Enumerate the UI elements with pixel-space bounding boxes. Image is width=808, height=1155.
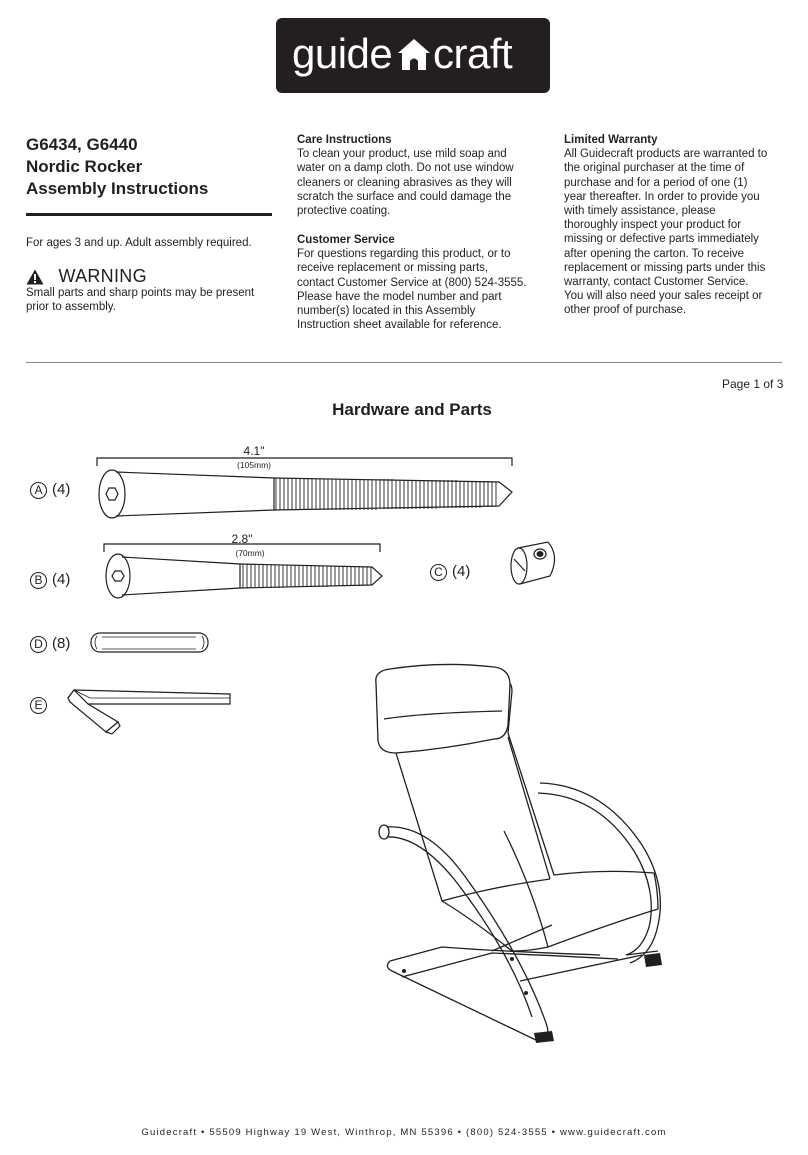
part-b-length: 2.8" [231,532,253,546]
care-title: Care Instructions [297,134,392,146]
warranty-line: All Guidecraft products are warranted to [564,148,768,161]
page-divider [26,362,782,363]
warranty-title: Limited Warranty [564,134,658,146]
guidecraft-logo [276,18,550,93]
warning-line: prior to assembly. [26,301,116,314]
customer-service [297,233,547,332]
hex-key-drawing [60,686,236,740]
warranty-line: missing or defective parts immediately [564,233,759,246]
warning-title: WARNING [58,266,147,286]
service-line: Please have the model number and part [297,290,502,303]
service-line: Instruction sheet available for reference. [297,319,502,332]
part-a-quantity: (4) [52,481,71,498]
part-b-length-mm: (70mm) [235,548,265,558]
care-line: protective coating. [297,205,391,218]
limited-warranty [564,133,794,318]
page-number: Page 1 of 3 [722,377,784,391]
part-d-quantity: (8) [52,635,71,652]
service-body [297,247,547,332]
service-line: For questions regarding this product, or to [297,248,511,261]
service-line: contact Customer Service at (800) 524-3555. [297,276,527,289]
part-e-label: E [30,697,47,714]
warranty-line: replacement or missing parts under this [564,261,766,274]
warning-text [26,286,276,314]
model-numbers: G6434, G6440 [26,135,138,154]
part-a-length-mm: (105mm) [236,460,271,470]
warranty-line: thoroughly inspect your product for [564,219,742,232]
logo-text-left: guide [292,30,393,77]
warranty-line: purchase and for a period of one (1) [564,176,748,189]
bolt-a-drawing [94,452,518,524]
warranty-body [564,147,794,317]
care-line: To clean your product, use mild soap and [297,148,507,161]
warranty-line: warranty, contact Customer Service. [564,276,749,289]
dowel-drawing [88,630,212,656]
part-a-length: 4.1" [243,444,265,458]
bolt-b-drawing [100,540,390,602]
service-line: number(s) located in this Assembly [297,305,476,318]
service-title: Customer Service [297,234,395,246]
warranty-line: You will also need your sales receipt or [564,290,763,303]
part-b-label: B [30,572,47,589]
care-body [297,147,547,218]
care-instructions [297,133,547,218]
part-b-quantity: (4) [52,571,71,588]
document-title: Assembly Instructions [26,179,209,198]
product-name: Nordic Rocker [26,157,143,176]
warranty-line: other proof of purchase. [564,304,687,317]
age-notice: For ages 3 and up. Adult assembly required. [26,237,252,249]
care-line: cleaners or cleaning abrasives as they will [297,176,512,189]
warning-heading [26,266,147,287]
care-line: scratch the surface and could damage the [297,190,512,203]
part-c-label: C [430,564,447,581]
house-icon [396,36,432,72]
warning-line: Small parts and sharp points may be present [26,287,255,299]
part-c-quantity: (4) [452,563,471,580]
logo-text-right: craft [433,30,513,77]
part-a-label: A [30,482,47,499]
nordic-rocker-illustration [362,655,674,1073]
page-footer: Guidecraft • 55509 Highway 19 West, Winthrop, MN 55396 • (800) 524-3555 • www.guidecraft.com [141,1127,667,1138]
title-divider [26,213,272,216]
warranty-line: the original purchaser at the time of [564,162,745,175]
part-d-label: D [30,636,47,653]
warranty-line: year thereafter. In order to provide you [564,190,760,203]
warning-icon [26,269,44,285]
section-title: Hardware and Parts [332,400,492,419]
warranty-line: with timely assistance, please [564,205,716,218]
warranty-line: after opening the carton. To receive [564,247,745,260]
barrel-nut-drawing [504,534,564,594]
care-line: water on a damp cloth. Do not use window [297,162,514,175]
service-line: receive replacement or missing parts, [297,262,489,275]
